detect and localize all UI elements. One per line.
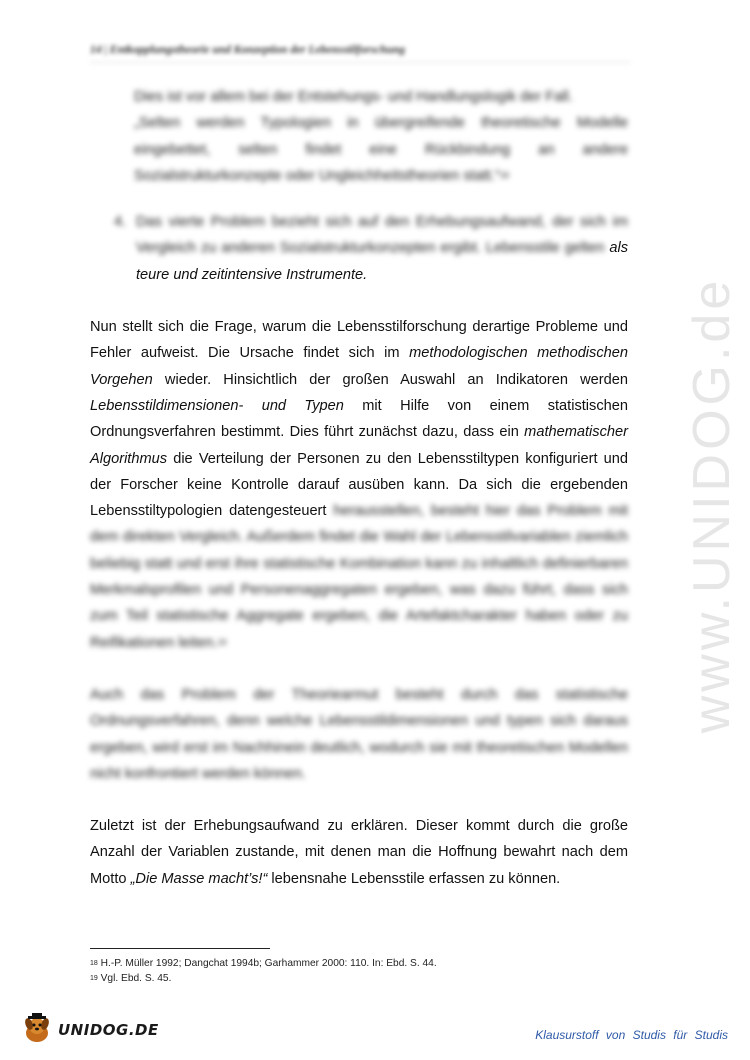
list-clear-text: als teure und zeitintensive Instrumente. [136,240,628,283]
slogan: Klausurstoff von Studis für Studis [535,1028,728,1042]
blurred-quote-block [134,84,628,189]
footnote-18 [90,956,630,971]
footnote-divider [90,948,270,949]
footnote-ref-19: 19 [217,637,227,647]
quote-line-1: Dies ist vor allem bei der Entstehungs- und Handlungslogik der Fall. [134,89,573,105]
running-header: 14 | Entkopplungstheorie und Konzeption der Lebensstilforschung [90,44,630,63]
brand-logo [20,1010,159,1050]
blurred-run: herausstellen, besteht hier das Problem mit dem direkten Vergleich. Außerdem findet die Wahl der Lebensstilvariablen ziemlich beliebig statt und erst ihre statistische Kombination kann zu inhaltlich definierbaren Merkmalsprofilen und Personenaggregaten ergeben, was dazu führt, dass sich zum Teil statistische Aggregate ergeben, die Artefaktcharakter haben oder zu Reifikationen leiten. [90,503,628,651]
list-blurred-text: Das vierte Problem bezieht sich auf den Erhebungsaufwand, der sich im Vergleich zu anderen Sozialstrukturkonzepten ergibt. Lebensstile gelten [136,214,628,257]
footnote-text: Vgl. Ebd. S. 45. [100,973,172,984]
text-run: wieder. Hinsichtlich der großen Auswahl an Indikatoren werden [152,371,628,388]
emphasis-run: Lebensstildimensionen- und Typen [90,397,344,414]
paragraph-survey-effort [90,813,628,892]
footnote-19 [90,971,630,986]
paragraph-theory-poverty: Auch das Problem der Theoriearmut besteht durch das statistische Ordnungsverfahren, denn welche Lebensstildimensionen und typen sich daraus ergeben, wird erst im Nachhinein deutlich, wodurch sie mit theoretischen Modellen nicht konfrontiert werden können. [90,686,628,782]
list-item-4 [90,209,628,288]
quote-line-2 [134,110,628,189]
emphasis-run: methodologischen methodischen Vorgehen [90,345,628,388]
footnote-ref-18: 18 [499,170,509,180]
dog-mascot-icon [20,1013,54,1047]
text-run: die Verteilung der Personen zu den Lebensstiltypen konfiguriert und der Forscher keine Kontrolle darauf ausüben kann. Da sich die ergebenden Lebensstiltypologien datengesteuert [90,450,628,520]
footnote-number: 19 [90,975,98,982]
brand-name: UNIDOG.DE [58,1021,159,1039]
paragraph-methodology [90,314,628,656]
footnote-number: 18 [90,960,98,967]
footnotes [90,956,630,986]
emphasis-run: „Die Masse macht’s!“ [130,870,268,887]
emphasis-run: mathematischer Algorithmus [90,424,628,467]
text-run: mit Hilfe von einem statistischen Ordnungsverfahren bestimmt. Dies führt zunächst dazu, dass ein [90,397,628,441]
footnote-text: H.-P. Müller 1992; Dangchat 1994b; Garhammer 2000: 110. In: Ebd. S. 44. [100,958,437,969]
list-number: 4. [114,214,127,231]
quote-text: „Selten werden Typologien in übergreifende theoretische Modelle eingebettet, selten findet eine Rückbindung an andere Sozialstrukturkonzepte oder Ungleichheitstheorien statt.“ [134,115,628,184]
text-run: Nun stellt sich die Frage, warum die Lebensstilforschung derartige Probleme und Fehler aufweist. Die Ursache findet sich im [90,319,628,362]
watermark-text: www.UNIDOG.de [683,276,741,734]
document-body [90,84,628,892]
text-run: Zuletzt ist der Erhebungsaufwand zu erklären. Dieser kommt durch die große Anzahl der Variablen zustande, mit denen man die Hoffnung bewahrt nach dem Motto [90,818,628,887]
list-body [136,209,628,288]
text-run: lebensnahe Lebensstile erfassen zu können. [267,870,561,887]
